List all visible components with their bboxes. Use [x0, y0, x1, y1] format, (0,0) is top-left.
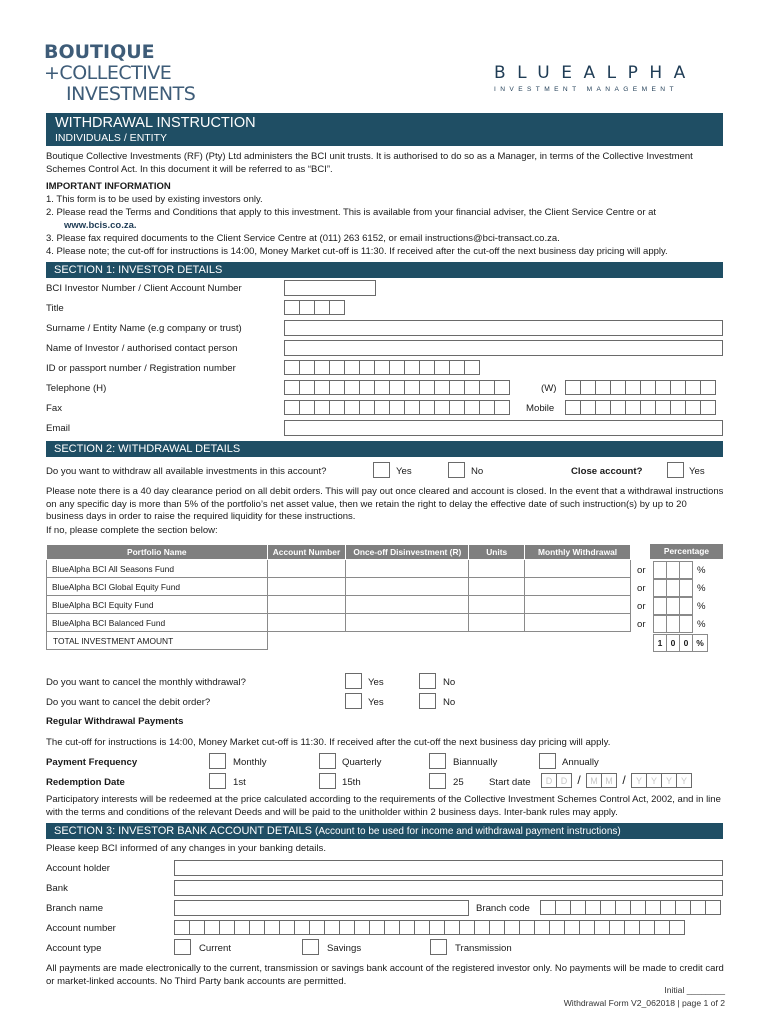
once-off-cell[interactable] [346, 578, 469, 596]
branch-code-label: Branch code [476, 903, 530, 914]
header-units: Units [469, 545, 525, 560]
percent-sign: % [697, 600, 706, 612]
page-title: WITHDRAWAL INSTRUCTION [55, 115, 256, 131]
date-25-label: 25 [453, 777, 464, 788]
units-cell[interactable] [469, 578, 525, 596]
title-label: Title [46, 303, 64, 314]
units-cell[interactable] [469, 596, 525, 614]
cancel-debit-yes-checkbox[interactable] [345, 693, 362, 709]
if-no-note: If no, please complete the section below: [46, 525, 218, 536]
or-label: or [637, 583, 646, 594]
work-phone-field[interactable] [565, 380, 716, 395]
fax-label: Fax [46, 403, 62, 414]
total-row [47, 632, 631, 650]
table-row [47, 560, 631, 578]
monthly-checkbox[interactable] [209, 753, 226, 769]
important-item-4: 4. Please note; the cut-off for instructions is 14:00, Money Market cut-off is 11:30. If received after the cut-off the next business day pricing will apply. [46, 246, 668, 257]
telephone-field[interactable] [284, 380, 510, 395]
header-monthly-withdrawal: Monthly Withdrawal [525, 545, 631, 560]
branch-code-field[interactable] [540, 900, 721, 915]
quarterly-label: Quarterly [342, 757, 382, 768]
or-label: or [637, 619, 646, 630]
email-label: Email [46, 423, 70, 434]
current-checkbox[interactable] [174, 939, 191, 955]
once-off-cell[interactable] [346, 596, 469, 614]
cancel-debit-no-label: No [443, 697, 456, 708]
header-percentage: Percentage [650, 544, 723, 559]
day-cell[interactable]: D [541, 773, 557, 788]
monthly-withdrawal-cell[interactable] [525, 560, 631, 578]
date-25-checkbox[interactable] [429, 773, 446, 789]
total-digit: 0 [679, 634, 693, 652]
payments-note: All payments are made electronically to the current, transmission or savings bank account of the registered investor only. No payments will be made to credit card or market-linked accounts. No Third Party bank accounts are permitted. [46, 963, 724, 987]
units-cell[interactable] [469, 614, 525, 632]
monthly-label: Monthly [233, 757, 267, 768]
year-cell[interactable]: Y [661, 773, 677, 788]
cancel-debit-question: Do you want to cancel the debit order? [46, 697, 211, 708]
date-15th-label: 15th [342, 777, 361, 788]
portfolio-name: BlueAlpha BCI Equity Fund [47, 596, 268, 614]
portfolio-table [46, 544, 631, 650]
account-holder-label: Account holder [46, 863, 110, 874]
section-3-title: SECTION 3: INVESTOR BANK ACCOUNT DETAILS [54, 825, 312, 837]
surname-field[interactable] [284, 320, 723, 336]
percentage-field[interactable] [654, 579, 706, 597]
table-row [47, 578, 631, 596]
total-digit: 0 [666, 634, 680, 652]
header-portfolio-name: Portfolio Name [47, 545, 268, 560]
cancel-debit-yes-label: Yes [368, 697, 384, 708]
percentage-field[interactable] [654, 597, 706, 615]
withdraw-all-yes-checkbox[interactable] [373, 462, 390, 478]
regular-withdrawal-heading: Regular Withdrawal Payments [46, 716, 184, 727]
withdraw-all-no-label: No [471, 466, 484, 477]
date-1st-label: 1st [233, 777, 246, 788]
bank-field[interactable] [174, 880, 723, 896]
bci-logo [44, 42, 195, 105]
header-account-number: Account Number [267, 545, 346, 560]
transmission-label: Transmission [455, 943, 512, 954]
savings-checkbox[interactable] [302, 939, 319, 955]
monthly-withdrawal-cell[interactable] [525, 596, 631, 614]
percent-sign: % [697, 618, 706, 630]
percent-sign: % [697, 582, 706, 594]
bci-logo-line-2: +COLLECTIVE [44, 62, 172, 84]
year-cell[interactable]: Y [646, 773, 662, 788]
important-heading: IMPORTANT INFORMATION [46, 181, 171, 192]
keep-informed-note: Please keep BCI informed of any changes in your banking details. [46, 843, 326, 854]
account-number-cell[interactable] [267, 614, 346, 632]
account-number-cell[interactable] [267, 578, 346, 596]
intro-text: Boutique Collective Investments (RF) (Pty) Ltd administers the BCI unit trusts. It is authorised to do so as a Manager, in terms of the Collective Investment Schemes Control Act. In this document it will be referred to as “BCI”. [46, 151, 693, 175]
title-field[interactable] [284, 300, 345, 315]
fax-field[interactable] [284, 400, 510, 415]
annually-label: Annually [562, 757, 599, 768]
clearance-note: Please note there is a 40 day clearance period on all debit orders. This will pay out once cleared and account is closed. In the event that a withdrawal instructions on any specific day is more than 5% of the portfolio’s net asset value, then we retain the right to delay the effective date of such instruction(s) by up to 20 business days in order to raise the required liquidity for these instructions. [46, 486, 724, 522]
table-row [47, 614, 631, 632]
current-label: Current [199, 943, 231, 954]
date-15th-checkbox[interactable] [319, 773, 336, 789]
work-phone-label: (W) [541, 383, 557, 394]
percent-sign: % [692, 634, 708, 652]
initial-field[interactable]: Initial ________ [664, 985, 725, 995]
payment-frequency-label: Payment Frequency [46, 757, 138, 768]
date-1st-checkbox[interactable] [209, 773, 226, 789]
contact-field[interactable] [284, 340, 723, 356]
close-account-label: Close account? [571, 466, 643, 477]
redemption-date-label: Redemption Date [46, 777, 125, 788]
account-number-cell[interactable] [267, 560, 346, 578]
once-off-cell[interactable] [346, 614, 469, 632]
account-number-field[interactable] [284, 280, 376, 296]
once-off-cell[interactable] [346, 560, 469, 578]
date-separator: / [622, 773, 626, 787]
or-label: or [637, 601, 646, 612]
percent-sign: % [697, 564, 706, 576]
section-2-header: SECTION 2: WITHDRAWAL DETAILS [46, 441, 723, 457]
cutoff-note: The cut-off for instructions is 14:00, Money Market cut-off is 11:30. If received after the cut-off the next business day pricing will apply. [46, 737, 611, 748]
important-item-1: 1. This form is to be used by existing investors only. [46, 194, 263, 205]
quarterly-checkbox[interactable] [319, 753, 336, 769]
percentage-field[interactable] [654, 615, 706, 633]
important-item-3: 3. Please fax required documents to the Client Service Centre at (011) 263 6152, or email instructions@bci-transact.co.za. [46, 233, 560, 244]
cancel-debit-no-checkbox[interactable] [419, 693, 436, 709]
close-account-yes-label: Yes [689, 466, 705, 477]
month-cell[interactable]: M [601, 773, 617, 788]
email-field[interactable] [284, 420, 723, 436]
or-label: or [637, 565, 646, 576]
close-account-yes-checkbox[interactable] [667, 462, 684, 478]
portfolio-table-header [47, 545, 631, 560]
telephone-label: Telephone (H) [46, 383, 107, 394]
withdraw-all-yes-label: Yes [396, 466, 412, 477]
day-cell[interactable]: D [556, 773, 572, 788]
form-id: Withdrawal Form V2_062018 | page 1 of 2 [563, 998, 725, 1008]
savings-label: Savings [327, 943, 362, 954]
table-row [47, 596, 631, 614]
section-1-header: SECTION 1: INVESTOR DETAILS [46, 262, 723, 278]
transmission-checkbox[interactable] [430, 939, 447, 955]
id-number-field[interactable] [284, 360, 480, 375]
total-digit: 1 [653, 634, 667, 652]
branch-name-label: Branch name [46, 903, 104, 914]
participatory-note: Participatory interests will be redeemed at the price calculated according to the requirements of the Collective Investment Schemes Control Act, 2002, and in line with the terms and conditions of the relevant Deeds and will be paid to the unitholder within 2 business days. Inter-bank rules may apply. [46, 794, 721, 818]
page-subtitle: INDIVIDUALS / ENTITY [55, 132, 168, 144]
account-number-label: BCI Investor Number / Client Account Number [46, 283, 242, 294]
total-percentage [654, 634, 708, 652]
account-number-label: Account number [46, 923, 116, 934]
start-date-label: Start date [489, 777, 531, 788]
monthly-withdrawal-cell[interactable] [525, 614, 631, 632]
year-cell[interactable]: Y [676, 773, 692, 788]
surname-label: Surname / Entity Name (e.g company or trust) [46, 323, 242, 334]
withdraw-all-no-checkbox[interactable] [448, 462, 465, 478]
mobile-field[interactable] [565, 400, 716, 415]
portfolio-name: BlueAlpha BCI Global Equity Fund [47, 578, 268, 596]
account-number-cell[interactable] [267, 596, 346, 614]
section-3-header [46, 823, 723, 839]
header-once-off: Once-off Disinvestment (R) [346, 545, 469, 560]
website-link[interactable]: www.bcis.co.za. [64, 220, 137, 231]
percentage-field[interactable] [654, 561, 706, 579]
annually-checkbox[interactable] [539, 753, 556, 769]
cancel-monthly-question: Do you want to cancel the monthly withdrawal? [46, 677, 246, 688]
bank-label: Bank [46, 883, 68, 894]
important-item-2: 2. Please read the Terms and Conditions that apply to this investment. This is available from your financial adviser, the Client Service Centre or at [46, 207, 657, 218]
cancel-monthly-yes-label: Yes [368, 677, 384, 688]
bank-account-number-field[interactable] [174, 920, 685, 935]
cancel-monthly-yes-checkbox[interactable] [345, 673, 362, 689]
bluealpha-logo [494, 63, 697, 93]
page-title-bar [46, 113, 723, 146]
id-number-label: ID or passport number / Registration number [46, 363, 236, 374]
year-cell[interactable]: Y [631, 773, 647, 788]
contact-label: Name of Investor / authorised contact person [46, 343, 238, 354]
account-type-label: Account type [46, 943, 102, 954]
bluealpha-logo-main: BLUEALPHA [494, 63, 697, 83]
account-holder-field[interactable] [174, 860, 723, 876]
bluealpha-logo-sub: INVESTMENT MANAGEMENT [494, 86, 678, 93]
portfolio-name: BlueAlpha BCI Balanced Fund [47, 614, 268, 632]
cancel-monthly-no-label: No [443, 677, 456, 688]
units-cell[interactable] [469, 560, 525, 578]
bci-logo-line-1: BOUTIQUE [44, 41, 155, 63]
cancel-monthly-no-checkbox[interactable] [419, 673, 436, 689]
biannually-checkbox[interactable] [429, 753, 446, 769]
total-label: TOTAL INVESTMENT AMOUNT [47, 632, 268, 650]
branch-name-field[interactable] [174, 900, 469, 916]
mobile-label: Mobile [526, 403, 555, 414]
section-3-subtitle: (Account to be used for income and withdrawal payment instructions) [315, 826, 621, 837]
plus-icon: + [44, 62, 60, 84]
monthly-withdrawal-cell[interactable] [525, 578, 631, 596]
bci-logo-line-3: INVESTMENTS [66, 83, 196, 105]
withdraw-all-question: Do you want to withdraw all available investments in this account? [46, 466, 327, 477]
month-cell[interactable]: M [586, 773, 602, 788]
date-separator: / [577, 773, 581, 787]
biannually-label: Biannually [453, 757, 498, 768]
portfolio-name: BlueAlpha BCI All Seasons Fund [47, 560, 268, 578]
start-date-field[interactable] [541, 773, 692, 788]
